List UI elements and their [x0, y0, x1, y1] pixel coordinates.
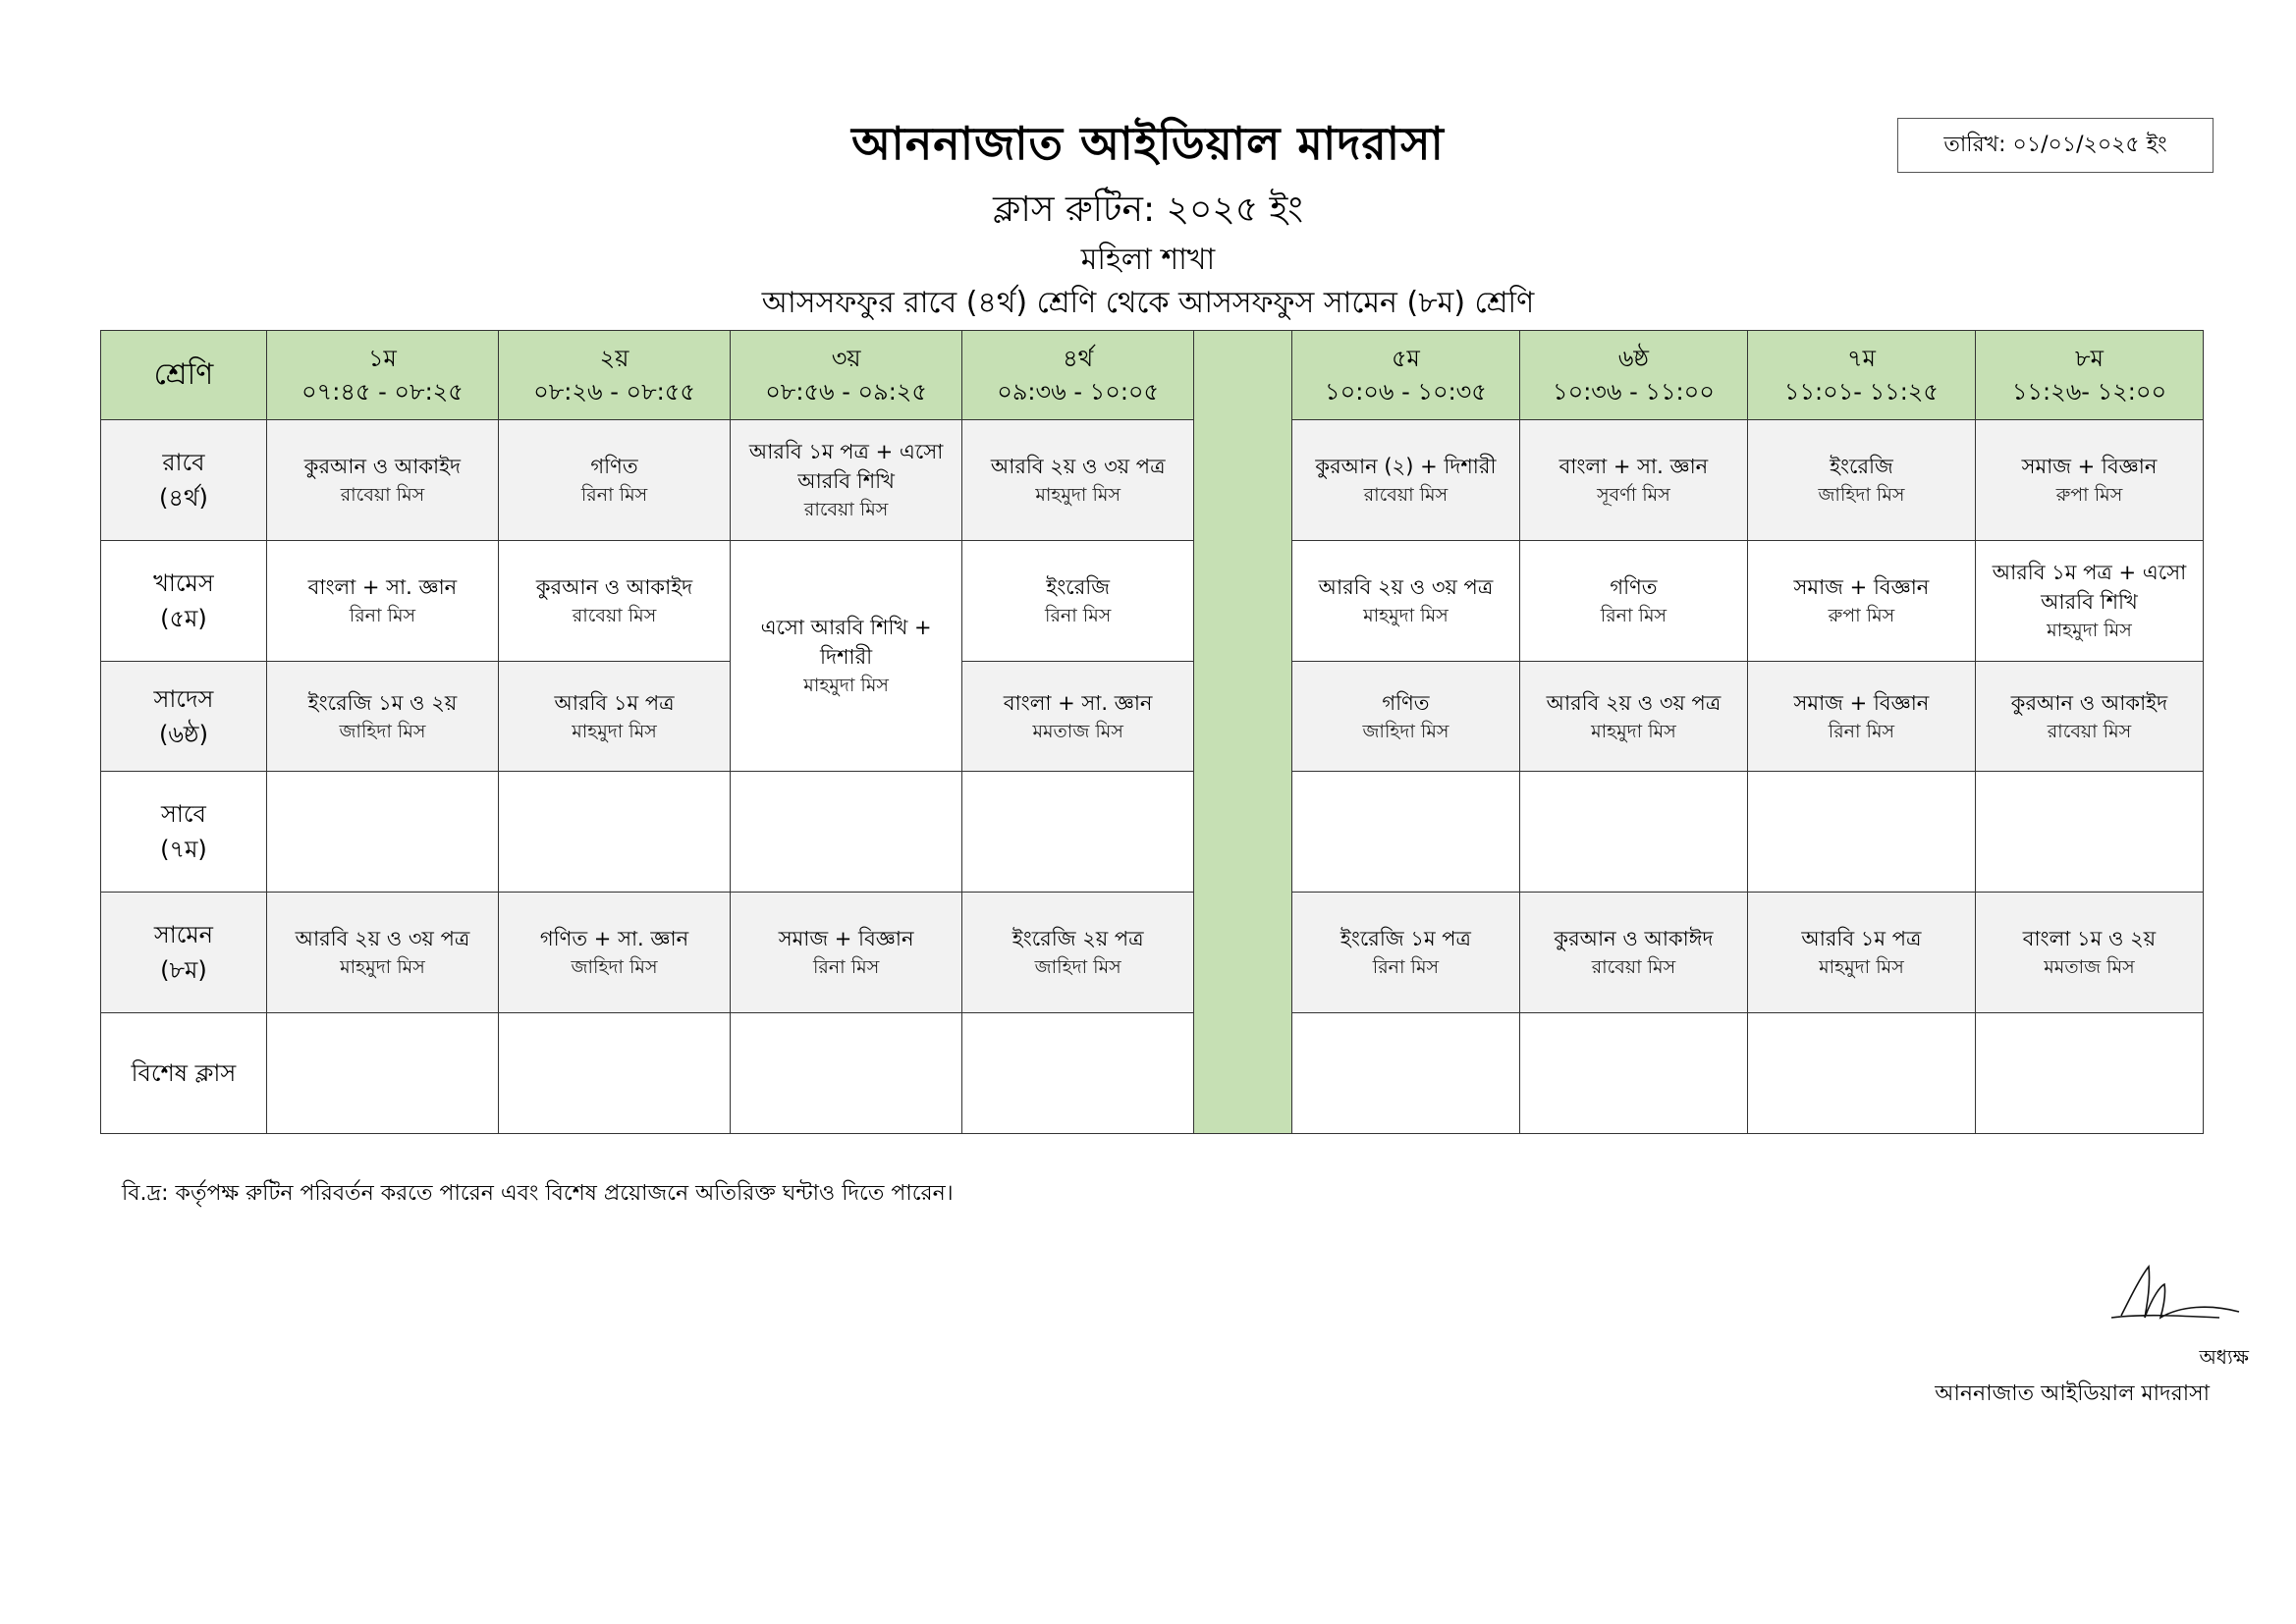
class-cell [101, 541, 267, 662]
schedule-cell [731, 1013, 962, 1134]
subject: সমাজ + বিজ্ঞান [2021, 455, 2158, 478]
signature-organization: আননাজাত আইডিয়াল মাদরাসা [1935, 1381, 2210, 1406]
period-header [962, 331, 1194, 420]
teacher: মাহমুদা মিস [1591, 720, 1676, 742]
subject: সমাজ + বিজ্ঞান [778, 927, 914, 950]
schedule-cell [1747, 772, 1975, 893]
class-name: সাবে [161, 800, 206, 828]
subject: আরবি ২য় ও ৩য় পত্র [1318, 575, 1494, 599]
period-number: ৫ম [1391, 345, 1420, 372]
schedule-cell [1975, 420, 2203, 541]
routine-table [100, 330, 2204, 1134]
table-row [101, 1013, 2204, 1134]
subject: গণিত + সা. জ্ঞান [539, 927, 689, 950]
teacher: রাবেয়া মিস [803, 499, 889, 520]
schedule-cell [498, 662, 730, 772]
subject: আরবি ১ম পত্র [1801, 927, 1922, 950]
schedule-cell [962, 1013, 1194, 1134]
teacher: রিনা মিস [1828, 720, 1895, 742]
teacher: রিনা মিস [812, 956, 880, 978]
subject: ইংরেজি ১ম পত্র [1339, 927, 1471, 950]
schedule-cell [1975, 662, 2203, 772]
teacher: রাবেয়া মিস [340, 484, 425, 506]
period-time: ০৯:৩৬ - ১০:০৫ [997, 378, 1160, 406]
teacher: রাবেয়া মিস [1591, 956, 1676, 978]
period-number: ৬ষ্ঠ [1617, 345, 1650, 372]
period-number: ৪র্থ [1063, 345, 1094, 372]
schedule-cell [1519, 893, 1747, 1013]
schedule-cell [498, 1013, 730, 1134]
schedule-cell [1519, 772, 1747, 893]
class-cell [101, 420, 267, 541]
subject: সমাজ + বিজ্ঞান [1793, 575, 1930, 599]
class-name: সামেন [153, 921, 214, 948]
teacher: মাহমুদা মিস [803, 675, 889, 696]
period-header [731, 331, 962, 420]
subject: বাংলা + সা. জ্ঞান [1003, 690, 1153, 715]
teacher: রুপা মিস [1828, 605, 1895, 626]
class-level: (৪র্থ) [159, 484, 208, 512]
schedule-cell [962, 420, 1194, 541]
break-column [1194, 331, 1292, 1134]
subject: ইংরেজি [1046, 575, 1111, 599]
class-name: খামেস [153, 569, 214, 597]
subject: গণিত [590, 455, 638, 478]
subject: ইংরেজি ২য় পত্র [1011, 927, 1144, 950]
schedule-cell [498, 420, 730, 541]
period-header [498, 331, 730, 420]
schedule-cell [1975, 772, 2203, 893]
period-header [1975, 331, 2203, 420]
period-time: ১০:০৬ - ১০:৩৫ [1325, 378, 1487, 406]
subject: আরবি ২য় ও ৩য় পত্র [990, 455, 1166, 478]
schedule-cell [1519, 1013, 1747, 1134]
schedule-cell [1747, 893, 1975, 1013]
class-cell [101, 662, 267, 772]
teacher: মাহমুদা মিস [1035, 484, 1121, 506]
schedule-cell [1291, 662, 1519, 772]
schedule-cell [1519, 541, 1747, 662]
signature-image [2102, 1257, 2249, 1335]
teacher: মমতাজ মিস [2044, 956, 2135, 978]
class-name: সাদেস [153, 684, 214, 713]
teacher: জাহিদা মিস [339, 720, 426, 742]
teacher: মাহমুদা মিস [340, 956, 425, 978]
schedule-cell [962, 662, 1194, 772]
subject: কুরআন ও আকাইদ [303, 455, 462, 478]
schedule-cell [266, 772, 498, 893]
subject: কুরআন ও আকাইদ [2010, 690, 2168, 715]
schedule-cell [962, 772, 1194, 893]
teacher: রিনা মিস [349, 605, 416, 626]
teacher: মাহমুদা মিস [1363, 605, 1449, 626]
schedule-cell [1747, 420, 1975, 541]
table-row [101, 662, 2204, 772]
schedule-cell [498, 772, 730, 893]
class-cell [101, 893, 267, 1013]
period-time: ০৮:৫৬ - ০৯:২৫ [765, 378, 927, 406]
class-cell [101, 772, 267, 893]
teacher: রিনা মিস [1600, 605, 1667, 626]
class-name: রাবে [162, 449, 205, 476]
class-level: (৭ম) [160, 836, 207, 863]
subject: কুরআন (২) + দিশারী [1315, 455, 1497, 478]
teacher: রাবেয়া মিস [1363, 484, 1449, 506]
subject: আরবি ১ম পত্র + এসো আরবি শিখি [1992, 561, 2187, 614]
period-number: ২য় [599, 345, 629, 372]
teacher: রুপা মিস [2055, 484, 2123, 506]
schedule-cell [266, 893, 498, 1013]
branch-name: মহিলা শাখা [1080, 243, 1216, 277]
teacher: জাহিদা মিস [1034, 956, 1121, 978]
class-column-header: শ্রেণি [101, 331, 267, 420]
period-header [1291, 331, 1519, 420]
period-number: ৭ম [1846, 345, 1876, 372]
schedule-cell [1975, 541, 2203, 662]
schedule-cell [1291, 541, 1519, 662]
table-row [101, 420, 2204, 541]
period-number: ৩য় [831, 345, 861, 372]
subject: কুরআন ও আকাইদ [535, 575, 693, 599]
table-row [101, 541, 2204, 662]
teacher: রিনা মিস [580, 484, 648, 506]
subject: কুরআন ও আকাঈদ [1554, 927, 1714, 950]
teacher: মাহমুদা মিস [572, 720, 657, 742]
schedule-cell [498, 541, 730, 662]
schedule-cell [1747, 1013, 1975, 1134]
schedule-cell [1519, 420, 1747, 541]
period-header [1747, 331, 1975, 420]
subject: আরবি ১ম পত্র [554, 690, 675, 715]
schedule-cell [1291, 1013, 1519, 1134]
subject: আরবি ২য় ও ৩য় পত্র [295, 927, 470, 950]
teacher: রাবেয়া মিস [2047, 720, 2132, 742]
schedule-cell [731, 772, 962, 893]
teacher: মমতাজ মিস [1032, 720, 1123, 742]
subject: ইংরেজি ১ম ও ২য় [307, 690, 458, 715]
schedule-cell [1291, 420, 1519, 541]
class-level: (৬ষ্ঠ) [158, 720, 208, 748]
date-text: তারিখ: ০১/০১/২০২৫ ইং [1943, 132, 2167, 157]
period-number: ৮ম [2075, 345, 2104, 372]
period-header [1519, 331, 1747, 420]
subject: এসো আরবি শিখি + দিশারী [760, 616, 932, 669]
schedule-cell [498, 893, 730, 1013]
class-cell [101, 1013, 267, 1134]
schedule-cell [1975, 1013, 2203, 1134]
schedule-cell [962, 541, 1194, 662]
schedule-cell [1747, 662, 1975, 772]
table-row [101, 893, 2204, 1013]
schedule-cell [266, 541, 498, 662]
period-time: ১০:৩৬ - ১১:০০ [1553, 378, 1715, 406]
class-range: আসসফফুর রাবে (৪র্থ) শ্রেণি থেকে আসসফফুস সামেন (৮ম) শ্রেণি [761, 286, 1535, 320]
teacher: জাহিদা মিস [1362, 720, 1449, 742]
teacher: সূবর্ণা মিস [1597, 484, 1670, 506]
schedule-cell [266, 420, 498, 541]
teacher: মাহমুদা মিস [2047, 620, 2132, 641]
footer-note: বি.দ্র: কর্তৃপক্ষ রুটিন পরিবর্তন করতে পারেন এবং বিশেষ প্রয়োজনে অতিরিক্ত ঘন্টাও দিতে পারেন। [122, 1181, 954, 1206]
schedule-cell [1975, 893, 2203, 1013]
class-level: (৫ম) [160, 605, 207, 632]
class-level: (৮ম) [160, 956, 207, 984]
teacher: জাহিদা মিস [1818, 484, 1905, 506]
teacher: রিনা মিস [1045, 605, 1112, 626]
subject: ইংরেজি [1830, 455, 1893, 478]
schedule-cell [962, 893, 1194, 1013]
period-number: ১ম [367, 345, 397, 372]
teacher: রাবেয়া মিস [572, 605, 657, 626]
period-header [266, 331, 498, 420]
schedule-cell [1747, 541, 1975, 662]
subject: আরবি ১ম পত্র + এসো আরবি শিখি [748, 440, 944, 493]
page-title: আননাজাত আইডিয়াল মাদরাসা [851, 117, 1445, 170]
routine-subtitle: ক্লাস রুটিন: ২০২৫ ইং [993, 189, 1303, 230]
schedule-cell [266, 1013, 498, 1134]
period-time: ১১:২৬- ১২:০০ [2011, 378, 2167, 406]
table-row [101, 772, 2204, 893]
schedule-cell [1291, 772, 1519, 893]
schedule-cell [1291, 893, 1519, 1013]
subject: গণিত [1382, 690, 1430, 715]
period-time: ০৮:২৬ - ০৮:৫৫ [533, 378, 695, 406]
schedule-cell [731, 893, 962, 1013]
schedule-cell [1519, 662, 1747, 772]
schedule-cell [731, 420, 962, 541]
subject: বাংলা + সা. জ্ঞান [307, 575, 458, 599]
teacher: জাহিদা মিস [571, 956, 658, 978]
subject: সমাজ + বিজ্ঞান [1793, 690, 1930, 715]
period-time: ০৭:৪৫ - ০৮:২৫ [301, 378, 464, 406]
schedule-cell-merged [731, 541, 962, 772]
teacher: রিনা মিস [1372, 956, 1440, 978]
date-box [1897, 118, 2214, 173]
subject: বাংলা ১ম ও ২য় [2022, 927, 2157, 950]
subject: আরবি ২য় ও ৩য় পত্র [1546, 690, 1722, 715]
schedule-cell [266, 662, 498, 772]
header-row [101, 331, 2204, 420]
subject: বাংলা + সা. জ্ঞান [1558, 455, 1709, 478]
teacher: মাহমুদা মিস [1819, 956, 1904, 978]
signature-role: অধ্যক্ষ [2199, 1345, 2249, 1369]
period-time: ১১:০১- ১১:২৫ [1783, 378, 1939, 406]
class-name: বিশেষ ক্লাস [131, 1059, 237, 1087]
subject: গণিত [1610, 575, 1658, 599]
